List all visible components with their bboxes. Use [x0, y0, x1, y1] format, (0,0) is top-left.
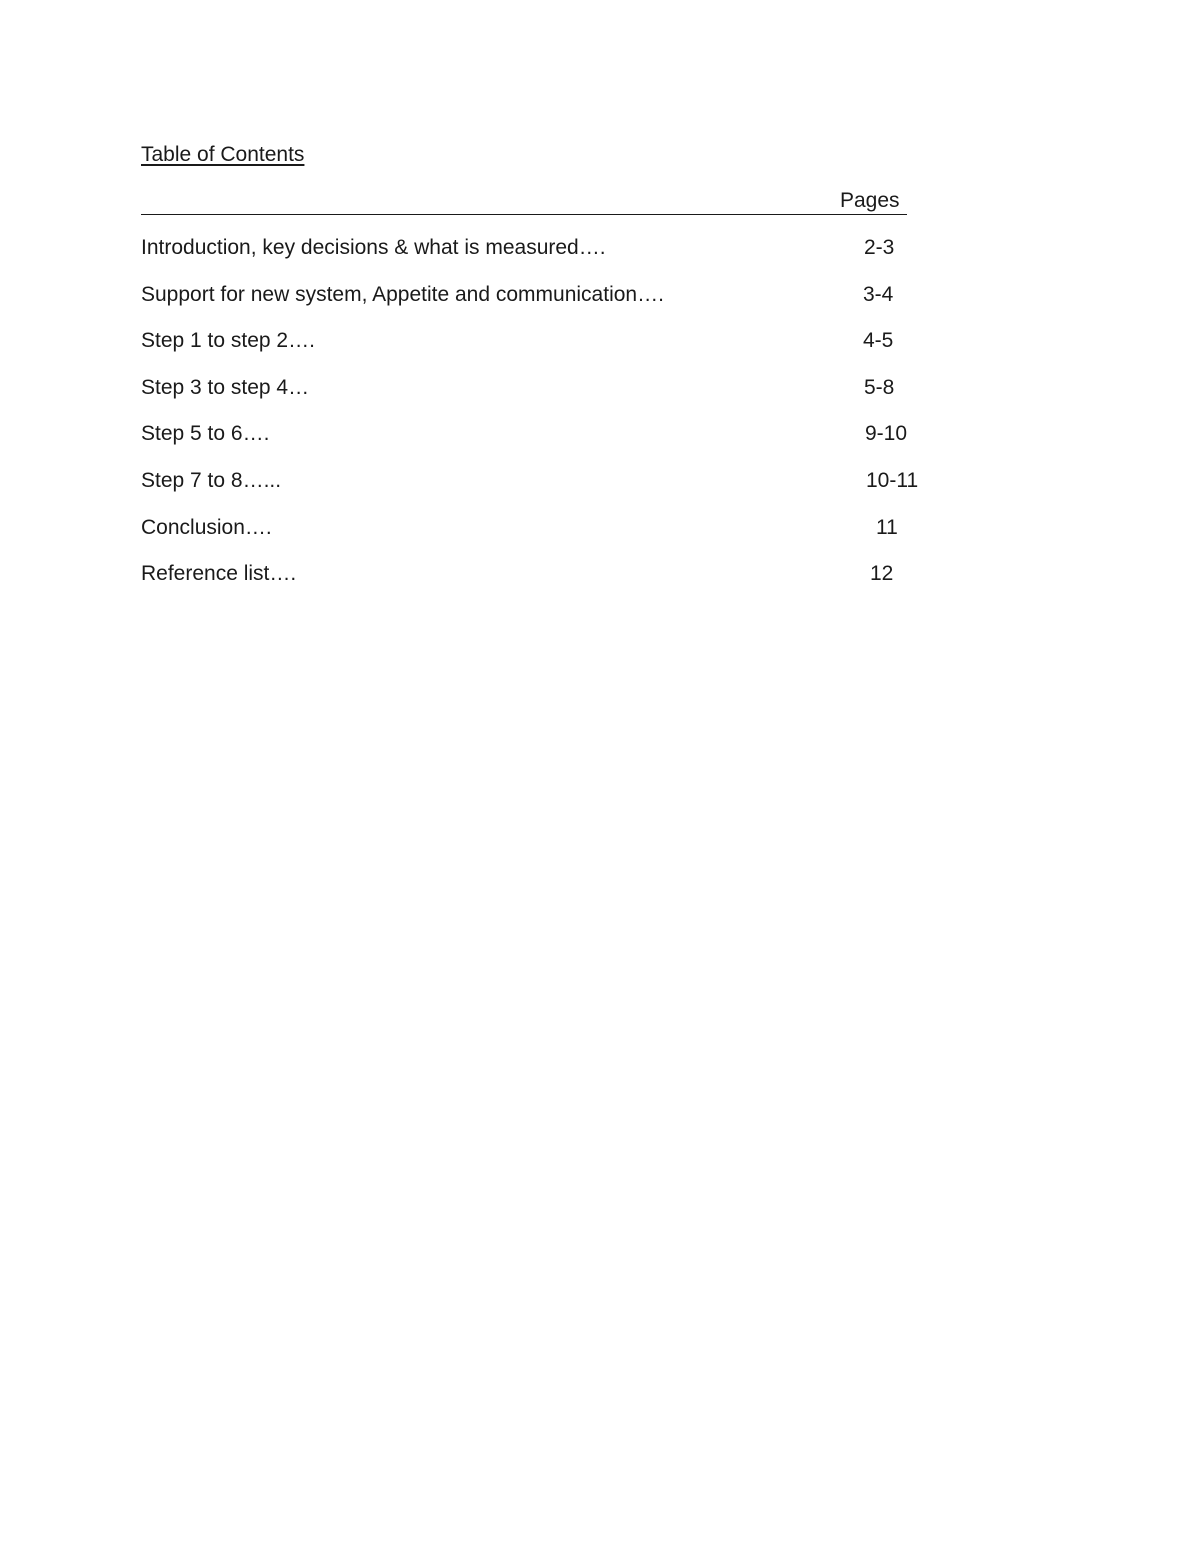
toc-entry-pages: 9-10 [865, 422, 908, 446]
toc-entry-pages: 2-3 [864, 236, 895, 259]
toc-entry-title: Introduction, key decisions & what is measured…. [141, 236, 606, 259]
toc-entry[interactable] [141, 467, 941, 514]
toc-entry[interactable] [141, 560, 941, 607]
toc-entry-pages: 12 [870, 562, 894, 586]
toc-entry-title: Conclusion…. [141, 515, 272, 539]
toc-title: Table of Contents [141, 143, 305, 166]
toc-entry[interactable] [141, 281, 941, 328]
toc-entry-pages: 4-5 [863, 329, 894, 353]
toc-entry[interactable] [141, 327, 941, 374]
toc-entry-title: Support for new system, Appetite and communication…. [141, 282, 664, 306]
toc-entry-title: Reference list…. [141, 562, 297, 586]
toc-entry[interactable] [141, 514, 941, 561]
toc-entry[interactable] [141, 420, 941, 467]
toc-entry-pages: 3-4 [863, 282, 894, 306]
toc-entry-title: Step 5 to 6…. [141, 422, 270, 446]
toc-entry-title: Step 1 to step 2…. [141, 329, 315, 353]
toc-header-rule [141, 188, 907, 215]
toc-entry-title: Step 7 to 8…... [141, 468, 282, 492]
toc-entry-pages: 11 [876, 515, 898, 539]
toc-entry-pages: 10-11 [866, 468, 919, 492]
toc-entry[interactable] [141, 374, 941, 421]
pages-column-header: Pages [840, 189, 900, 212]
toc-entry-title: Step 3 to step 4… [141, 375, 310, 399]
toc-entry-list [141, 234, 941, 607]
toc-entry-pages: 5-8 [864, 375, 895, 399]
toc-entry[interactable] [141, 234, 941, 281]
